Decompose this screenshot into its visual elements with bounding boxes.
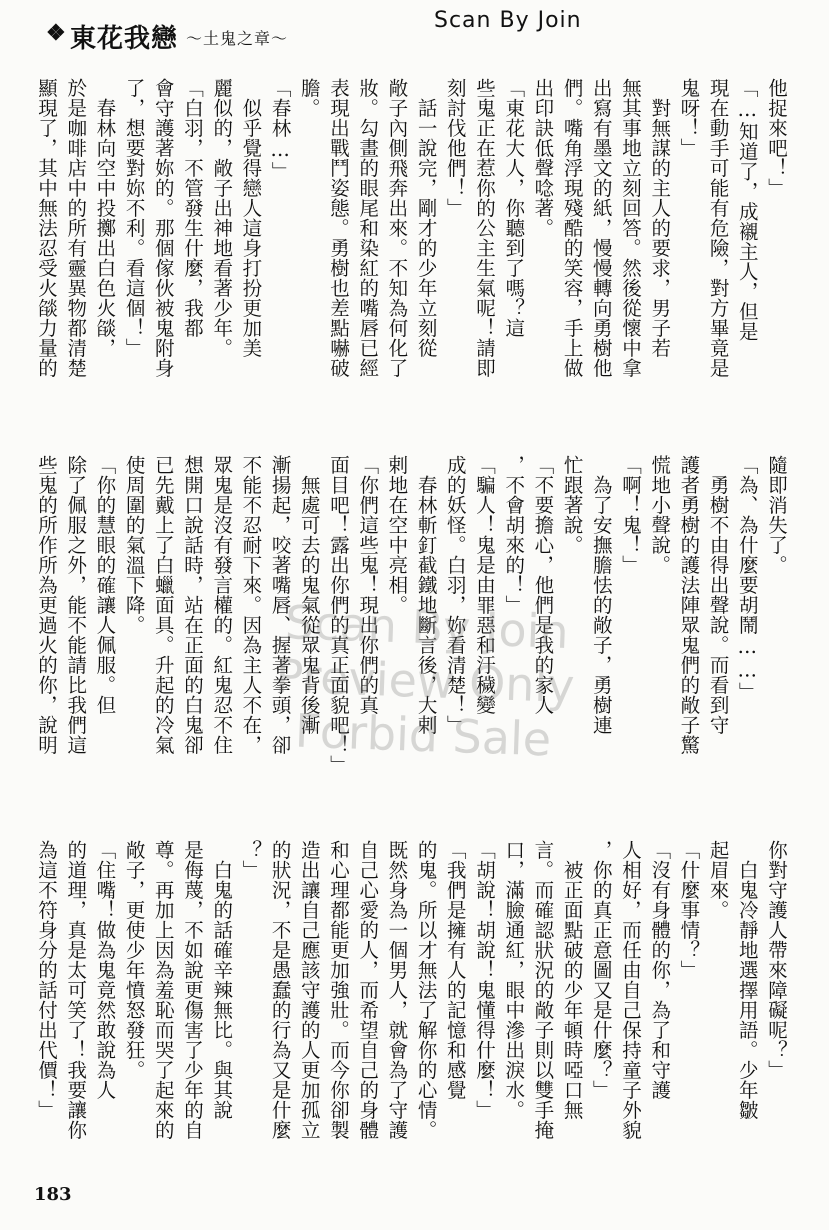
text-band-3 (30, 840, 790, 1150)
text-column: 無其事地立刻回答。然後從懷中拿 (619, 78, 642, 378)
watermark-line: Scan By Join (284, 595, 570, 659)
text-column: 口，滿臉通紅，眼中滲出淚水。 (502, 840, 526, 1120)
text-column: 「住嘴！做為鬼竟然敢說為人 (93, 840, 117, 1100)
text-column: 鬼呀！」 (677, 78, 701, 158)
text-column: ？」 (239, 840, 263, 880)
text-column: 為了安撫膽怯的敞子，勇樹連 (589, 455, 613, 735)
text-column: 忙跟著說。 (560, 455, 584, 555)
text-column: 膽。 (297, 78, 321, 118)
text-column: 使周圍的氣溫下降。 (122, 455, 146, 635)
text-column: 「沒有身體的你，為了和守護 (648, 840, 672, 1100)
text-column: 無處可去的鬼氣從眾鬼背後漸 (297, 455, 321, 735)
chapter-title: 東花我戀 (70, 24, 179, 54)
text-column: 顯現了，其中無法忍受火燄力量的 (35, 78, 58, 378)
text-column: 除了佩服之外，能不能請比我們這 (64, 455, 88, 755)
text-column: 了，想要對妳不利。看這個！」 (122, 78, 146, 358)
text-column: ，你的真正意圖又是什麼？」 (589, 840, 613, 1100)
chapter-subtitle: ～土鬼之章～ (186, 29, 289, 48)
text-column: 你對守護人帶來障礙呢？」 (765, 840, 788, 1080)
text-column: 想開口說話時，站在正面的白鬼卻 (181, 455, 204, 755)
text-column: 春林斬釘截鐵地斷言後，大剌 (414, 455, 438, 735)
text-column: 「什麼事情？」 (677, 840, 701, 980)
text-column: 他捉來吧！」 (765, 78, 788, 198)
text-column: 出印訣低聲唸著。 (531, 78, 555, 238)
text-column: 既然身為一個男人，就會為了守護 (385, 840, 409, 1140)
text-column: 「東花大人，你聽到了嗎？這 (502, 78, 526, 338)
text-column: 「啊！鬼！」 (619, 455, 642, 575)
text-column: 會守護著妳的。那個傢伙被鬼附身 (151, 78, 175, 378)
text-column: 些鬼正在惹你的公主生氣呢！請即 (473, 78, 496, 378)
text-column: 「胡說！胡說！鬼懂得什麼！」 (473, 840, 496, 1120)
scan-credit: Scan By Join (434, 8, 582, 33)
text-column: 出寫有墨文的紙，慢慢轉向勇樹他 (589, 78, 613, 378)
text-column: 護者勇樹的護法陣眾鬼們的敞子驚 (677, 455, 701, 755)
text-column: 「你們這些鬼！現出你們的真 (356, 455, 380, 715)
text-band-1 (30, 78, 790, 448)
text-column: 尊。再加上因為羞恥而哭了起來的 (151, 840, 175, 1140)
text-band-2 (30, 455, 790, 825)
text-column: 隨即消失了。 (765, 455, 788, 575)
text-column: 的鬼。所以才無法了解你的心情。 (414, 840, 438, 1140)
text-column: 不能不忍耐下來。因為主人不在， (239, 455, 263, 755)
text-column: 敞子，更使少年憤怒發狂。 (122, 840, 146, 1080)
text-column: 被正面點破的少年頓時啞口無 (560, 840, 584, 1120)
text-column: 於是咖啡店中的所有靈異物都清楚 (64, 78, 88, 378)
text-column: 「春林…」 (268, 78, 292, 182)
text-column: 成的妖怪。白羽，妳看清楚！」 (443, 455, 467, 735)
text-column: 為這不符身分的話付出代價！」 (35, 840, 58, 1120)
text-column: 起眉來。 (706, 840, 730, 920)
text-column: 「為、為什麼要胡鬧……」 (735, 455, 759, 702)
text-column: 妝。勾畫的眼尾和染紅的嘴唇已經 (356, 78, 380, 378)
page-header (0, 0, 829, 70)
text-column: 眾鬼是沒有發言權的。紅鬼忍不住 (210, 455, 234, 755)
title-ornament: ❖ (46, 20, 66, 46)
text-column: 們。嘴角浮現殘酷的笑容，手上做 (560, 78, 584, 378)
text-column: 造出讓自己應該守護的人更加孤立 (297, 840, 321, 1140)
text-column: 似乎覺得戀人這身打扮更加美 (239, 78, 263, 358)
text-column: 敞子內側飛奔出來。不知為何化了 (385, 78, 409, 378)
text-column: ，不會胡來的！」 (502, 455, 526, 615)
text-column: 「騙人！鬼是由罪惡和汙穢變 (473, 455, 496, 715)
text-column: 的狀況，不是愚蠢的行為又是什麼 (268, 840, 292, 1140)
text-column: 面目吧！露出你們的真正面貌吧！」 (327, 455, 350, 775)
text-column: 「我們是擁有人的記憶和感覺 (443, 840, 467, 1100)
text-column: 「不要擔心，他們是我的家人 (531, 455, 555, 715)
watermark-line: Preview Only (274, 648, 576, 714)
page-number: 183 (34, 1184, 72, 1205)
text-column: 春林向空中投擲出白色火燄， (93, 78, 117, 358)
text-column: 已先戴上了白蠟面具。升起的冷氣 (151, 455, 175, 755)
text-column: 是侮蔑，不如說更傷害了少年的自 (181, 840, 204, 1140)
text-column: 慌地小聲說。 (648, 455, 672, 575)
text-column: 言。而確認狀況的敞子則以雙手掩 (531, 840, 555, 1140)
text-column: 自己心愛的人，而希望自己的身體 (356, 840, 380, 1140)
text-column: 漸揚起，咬著嘴唇、握著拳頭，卻 (268, 455, 292, 755)
text-column: 白鬼的話確辛辣無比。與其說 (210, 840, 234, 1120)
text-column: 的道理，真是太可笑了！我要讓你 (64, 840, 88, 1140)
text-column: 和心理都能更加強壯。而今你卻製 (327, 840, 350, 1140)
text-column: 剌地在空中亮相。 (385, 455, 409, 615)
text-column: 表現出戰鬥姿態。勇樹也差點嚇破 (327, 78, 350, 378)
text-column: 「…知道了，成襯主人，但是 (735, 78, 759, 342)
text-column: 白鬼冷靜地選擇用語。少年皺 (735, 840, 759, 1120)
text-column: 「白羽，不管發生什麼，我都 (181, 78, 204, 338)
text-column: 人相好，而任由自己保持童子外貌 (619, 840, 642, 1140)
text-column: 對無謀的主人的要求，男子若 (648, 78, 672, 358)
text-column: 「你的慧眼的確讓人佩服。但 (93, 455, 117, 715)
text-column: 刻討伐他們！」 (443, 78, 467, 218)
text-column: 麗似的，敞子出神地看著少年。 (210, 78, 234, 358)
text-column: 勇樹不由得出聲說。而看到守 (706, 455, 730, 735)
watermark-line: Forbid Sale (294, 703, 553, 767)
text-column: 話一說完，剛才的少年立刻從 (414, 78, 438, 358)
text-column: 現在動手可能有危險，對方畢竟是 (706, 78, 730, 378)
text-column: 些鬼的所作所為更過火的你，說明 (35, 455, 58, 755)
